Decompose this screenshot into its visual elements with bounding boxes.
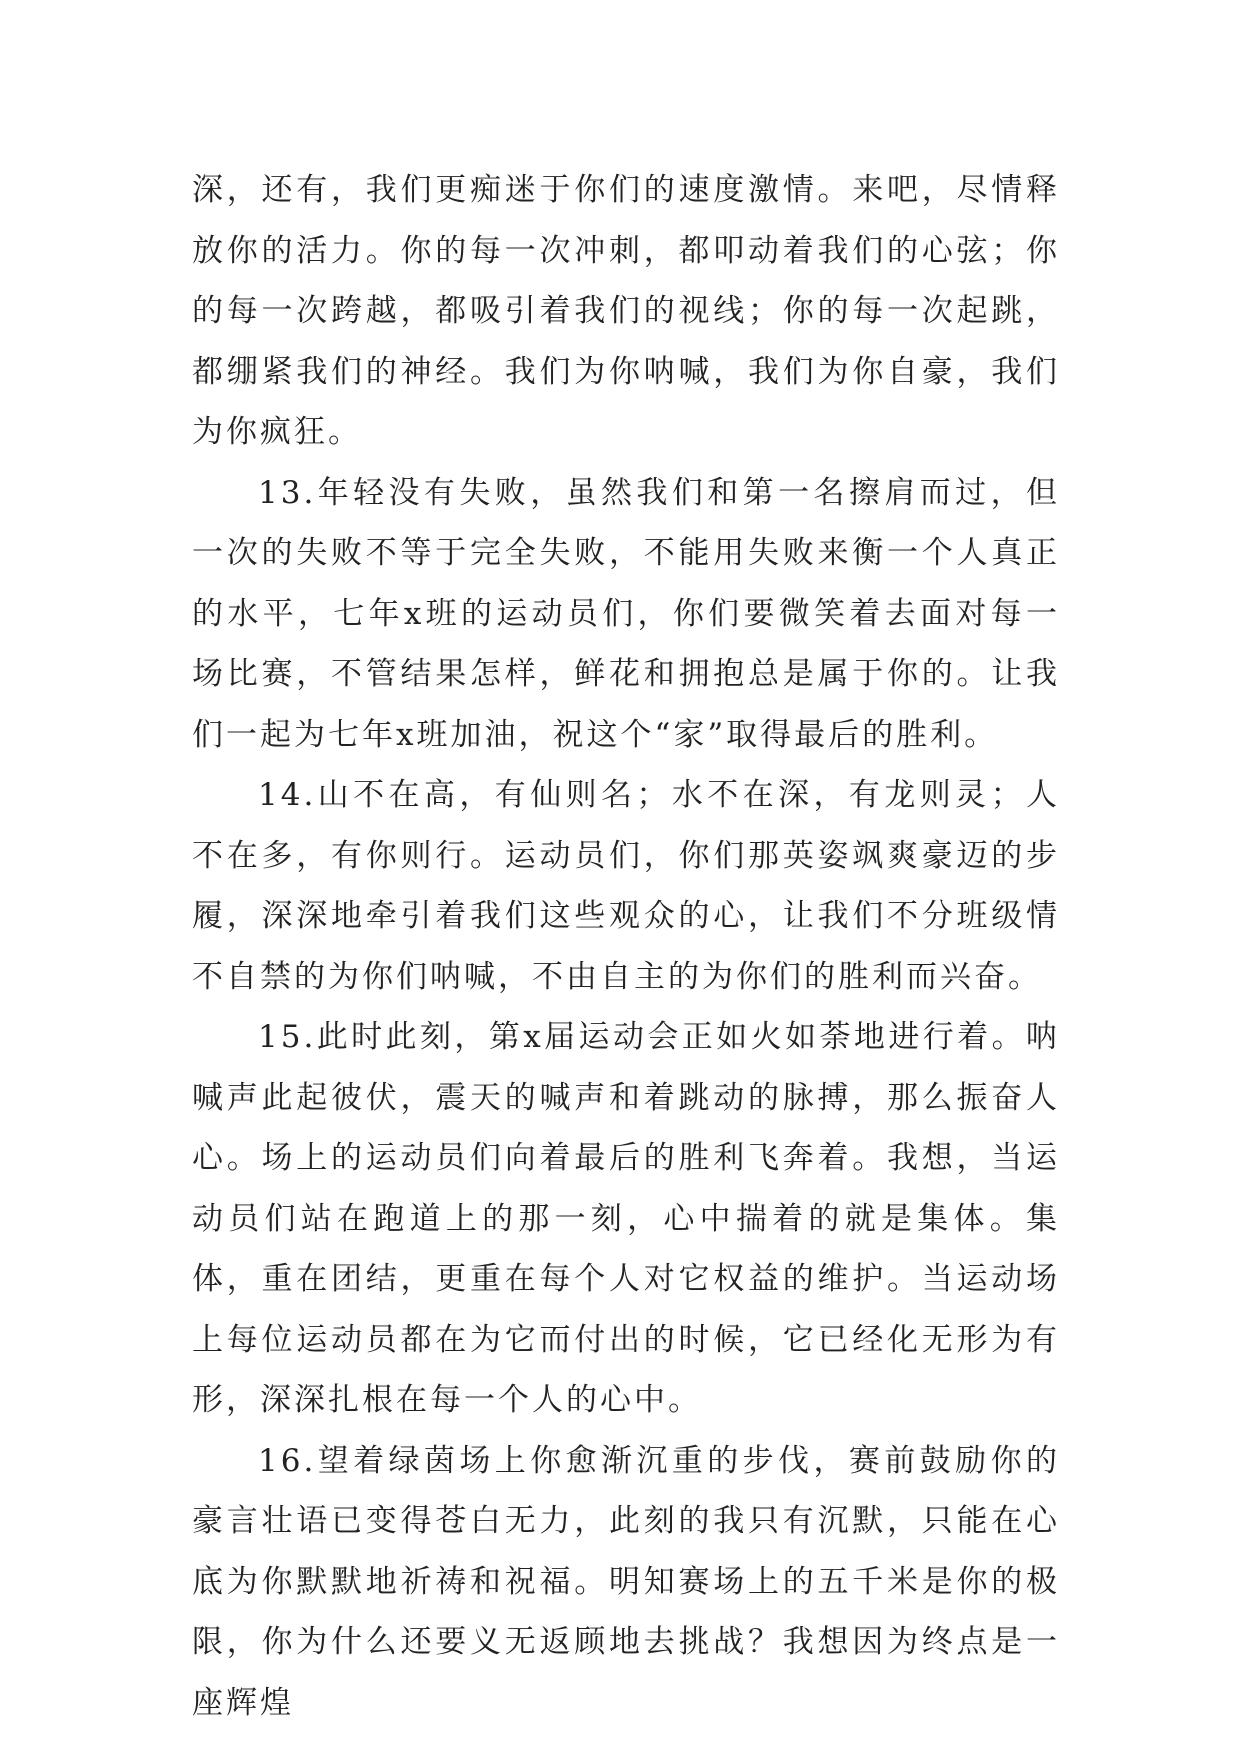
paragraph-14: 14.山不在高，有仙则名；水不在深，有龙则灵；人不在多，有你则行。运动员们，你们那英姿飒爽豪迈的步履，深深地牵引着我们这些观众的心，让我们不分班级情不自禁的为你们呐喊，不由自主的为你们的胜利而兴奋。: [192, 777, 1060, 995]
paragraph-15: 15.此时此刻，第x届运动会正如火如荼地进行着。呐喊声此起彼伏，震天的喊声和着跳动的脉搏，那么振奋人心。场上的运动员们向着最后的胜利飞奔着。我想，当运动员们站在跑道上的那一刻，心中揣着的就是集体。集体，重在团结，更重在每个人对它权益的维护。当运动场上每位运动员都在为它而付出的时候，它已经化无形为有形，深深扎根在每一个人的心中。: [192, 1019, 1060, 1418]
paragraph-16: 16.望着绿茵场上你愈渐沉重的步伐，赛前鼓励你的豪言壮语已变得苍白无力，此刻的我只有沉默，只能在心底为你默默地祈祷和祝福。明知赛场上的五千米是你的极限，你为什么还要义无返顾地去挑战？我想因为终点是一座辉煌: [192, 1442, 1060, 1721]
paragraph-continuation: 深，还有，我们更痴迷于你们的速度激情。来吧，尽情释放你的活力。你的每一次冲刺，都叩动着我们的心弦；你的每一次跨越，都吸引着我们的视线；你的每一次起跳，都绷紧我们的神经。我们为你呐喊，我们为你自豪，我们为你疯狂。: [192, 172, 1060, 450]
paragraph-13: 13.年轻没有失败，虽然我们和第一名擦肩而过，但一次的失败不等于完全失败，不能用失败来衡一个人真正的水平，七年x班的运动员们，你们要微笑着去面对每一场比赛，不管结果怎样，鲜花和拥抱总是属于你的。让我们一起为七年x班加油，祝这个“家”取得最后的胜利。: [192, 474, 1060, 753]
body-text: [192, 160, 1060, 1733]
